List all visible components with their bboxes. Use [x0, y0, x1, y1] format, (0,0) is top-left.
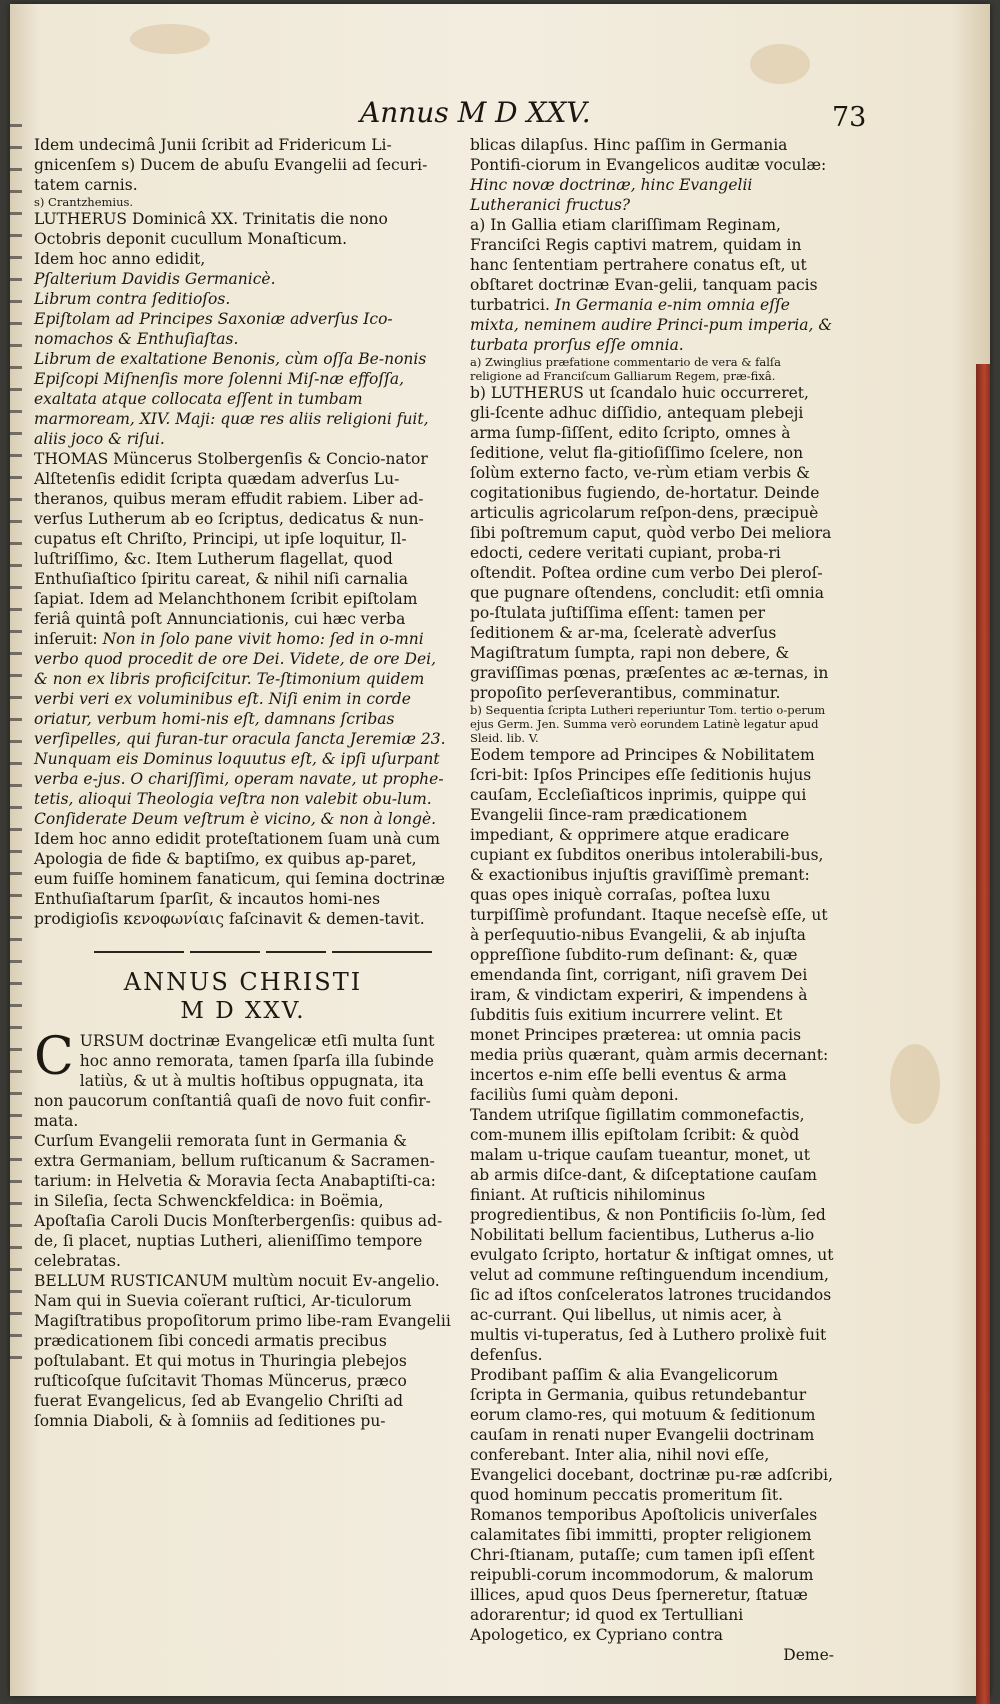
red-page-edge: [976, 364, 990, 1704]
running-head: Annus M D XXV.: [360, 96, 591, 129]
footnote: b) Sequentia ſcripta Lutheri reperiuntur Tom. tertio o-perum ejus Germ. Jen. Summa verò eorundem Latinè legatur apud Sleid. lib. V.: [470, 703, 826, 745]
paragraph: Prodibant paſſim & alia Evangelicorum ſcripta in Germania, quibus retundebantur eorum clamo-res, qui motuum & ſeditionum cauſam in renati nuper Evangelii doctrinam conferebant. Inter alia, nihil novi eſſe, Evangelici docebant, doctrinæ pu-ræ adſcribi, quod hominum peccatis promeritum ſit. Romanos temporibus Apoſtolicis univerſales calamitates ſibi immitti, propter religionem Chri-ſtianam, putaſſe; cum tamen ipſi eſſent reipubli-corum incommodorum, & malorum illices, apud quos Deus ſperneretur, ſtatuæ adorarentur; id quod ex Tertulliani Apologetico, ex Cypriano contra: [470, 1366, 834, 1644]
paragraph: Idem hoc anno edidit,: [34, 250, 206, 268]
paragraph: [34, 449, 452, 829]
left-column: [34, 135, 452, 1431]
paragraph: Idem hoc anno edidit proteſtationem ſuam unà cum Apologia de fide & baptiſmo, ex quibus ap-paret, eum fuiſſe hominem fanaticum, qui ſemina doctrinæ Enthuſiaſtarum ſparſit, & incautos homi-nes prodigioſis κενοφωνίαις faſcinavit & demen-tavit.: [34, 830, 445, 928]
paragraph: Curſum Evangelii remorata ſunt in Germania & extra Germaniam, bellum ruſticanum & Sacramen-tarium: in Helvetia & Moravia ſecta Anabaptiſti-ca: in Sileſia, ſecta Schwenckfeldica: in Boëmia, Apoſtaſia Caroli Ducis Monſterbergenſis: quibus ad-de, ſi placet, nuptias Lutheri, alieniſſimo tempore celebratas.: [34, 1132, 443, 1270]
work-list-item: Pſalterium Davidis Germanicè.: [34, 270, 276, 288]
work-list-item: Librum de exaltatione Benonis, cùm oſſa Be-nonis Epiſcopi Miſnenſis more ſolenni Miſ-næ effoſſa, exaltata atque collocata eſſent in tumbam marmoream, XIV. Maji: quæ res aliis religioni fuit, aliis joco & riſui.: [34, 350, 429, 448]
work-list-item: Epiſtolam ad Principes Saxoniæ adverſus Ico-nomachos & Enthuſiaſtas.: [34, 310, 393, 348]
quotation: Non in ſolo pane vivit homo: ſed in o-mni verbo quod procedit de ore Dei. Videte, de ore Dei, & non ex libris proficiſcitur. Te-ſtimonium quidem verbi veri ex voluminibus eſt. Niſi enim in corde oriatur, verbum homi-nis eſt, damnans ſcribas verſipelles, qui furan-tur oracula ſancta Jeremiæ 23. Nunquam eis Dominus loquutus eſt, & ipſi uſurpant verba e-jus. O chariſſimi, operam navate, ut prophe-tetis, alioqui Theologia veſtra non valebit obu-lum. Conſiderate Deum veſtrum è vicino, & non à longè.: [34, 630, 446, 828]
foxing-stain: [750, 44, 810, 84]
paragraph-text: URSUM doctrinæ Evangelicæ etſi multa ſunt hoc anno remorata, tamen ſparſa illa ſubinde latiùs, & ut à multis hoſtibus oppugnata, ita non paucorum conſtantiâ quaſi de novo fuit confir-mata.: [34, 1032, 435, 1130]
paragraph: b) LUTHERUS ut ſcandalo huic occurreret, gli-ſcente adhuc diſſidio, antequam plebeji arma ſump-ſiſſent, edito ſcripto, omnes à ſeditione, velut fla-gitioſiſſimo ſcelere, non ſolùm externo facto, ve-rùm etiam verbis & cogitationibus fugiendo, de-hortatur. Deinde articulis agricolarum reſpon-dens, præcipuè ſibi poſtremum caput, quòd verbo Dei meliora edocti, cedere veritati cupiant, proba-ri oſtendit. Poſtea ordine cum verbo Dei pleroſ-que pugnare oſtendens, concludit: etſi omnia po-ſtulata juſtiſſima eſſent: tamen per ſeditionem & ar-ma, ſceleratè adverſus Magiſtratum ſumpta, rapi non debere, & graviſſimas pœnas, præſentes ac æ-ternas, in propoſito perſeverantibus, comminatur.: [470, 384, 832, 702]
catchword: Deme-: [783, 1646, 834, 1664]
footnote: a) Zwinglius præfatione commentario de vera & falſa religione ad Franciſcum Galliarum Regem, præ-fixâ.: [470, 355, 782, 383]
paragraph-text: blicas dilapſus. Hinc paſſim in Germania Pontifi-ciorum in Evangelicos auditæ voculæ:: [470, 136, 827, 174]
quotation: Hinc novæ doctrinæ, hinc Evangelii Lutheranici fructus?: [470, 176, 753, 214]
ornamental-rule: [94, 947, 434, 957]
paragraph: [34, 1027, 452, 1131]
page-header: [0, 96, 1000, 136]
paragraph: [470, 135, 834, 215]
section-year: M D XXV.: [180, 998, 306, 1024]
paragraph-text: THOMAS Müncerus Stolbergenſis & Concio-nator Alſtetenſis edidit ſcripta quædam adverſus Lu-theranos, quibus meram effudit rabiem. Liber ad-verſus Lutherum ab eo ſcriptus, dedicatus & nun-cupatus eſt Chriſto, Principi, ut ipſe loquitur, Il-luſtriſſimo, &c. Item Lutherum flagellat, quod Enthuſiaſtico ſpiritu careat, & nihil niſi carnalia ſapiat. Idem ad Melanchthonem ſcribit epiſtolam feriâ quintâ poſt Annunciationis, cui hæc verba inſeruit:: [34, 450, 428, 648]
paragraph: [470, 215, 834, 355]
work-list-item: Librum contra ſeditioſos.: [34, 290, 231, 308]
paragraph: BELLUM RUSTICANUM multùm nocuit Ev-angelio. Nam qui in Suevia coïerant ruſtici, Ar-ticulorum Magiſtratibus propoſitorum primo libe-ram Evangelii prædicationem ſibi concedi armatis precibus poſtulabant. Et qui motus in Thuringia plebejos ruſticoſque ſuſcitavit Thomas Müncerus, præco fuerat Evangelicus, ſed ab Evangelio Chriſti ad ſomnia Diaboli, & à ſomniis ad ſeditiones pu-: [34, 1272, 451, 1430]
gutter-shadow: [10, 124, 22, 1374]
drop-cap: C: [34, 1027, 74, 1087]
footnote: s) Crantzhemius.: [34, 195, 134, 209]
page-number: 73: [832, 102, 867, 133]
foxing-stain: [130, 24, 210, 54]
section-title: ANNUS CHRISTI: [123, 968, 363, 996]
foxing-stain: [890, 1044, 940, 1124]
paragraph-text: a) In Gallia etiam clariſſimam Reginam, Franciſci Regis captivi matrem, quidam in hanc ſententiam pertrahere conatus eſt, ut obſtaret doctrinæ Evan-gelii, tanquam pacis turbatrici.: [470, 216, 818, 314]
quotation: In Germania e-nim omnia eſſe mixta, neminem audire Princi-pum imperia, & turbata prorſus eſſe omnia.: [470, 296, 833, 354]
paragraph: Tandem utriſque ſigillatim commonefactis, com-munem illis epiſtolam ſcribit: & quòd malam u-trique cauſam tueantur, monet, ut ab armis diſce-dant, & diſceptatione cauſam finiant. At ruſticis nihilominus progredientibus, & non Pontificiis ſo-lùm, ſed Nobilitati bellum facientibus, Lutherus a-lio evulgato ſcripto, hortatur & inſtigat omnes, ut velut ad commune reſtinguendum incendium, ſic ad iſtos conſceleratos latrones trucidandos ac-currant. Qui libellus, ut nimis acer, à multis vi-tuperatus, ſed à Luthero prolixè fuit defenſus.: [470, 1106, 834, 1364]
paragraph: Idem undecimâ Junii ſcribit ad Fridericum Li-gnicenſem s) Ducem de abuſu Evangelii ad ſecuri-tatem carnis.: [34, 136, 428, 194]
right-column: [470, 135, 834, 1665]
paragraph: Eodem tempore ad Principes & Nobilitatem ſcri-bit: Ipſos Principes eſſe ſeditionis hujus cauſam, Eccleſiaſticos inprimis, quippe qui Evangelii ſince-ram prædicationem impediant, & opprimere atque eradicare cupiant ex ſubditos oneribus intolerabili-bus, & exactionibus injuſtis graviſſimè premant: quas opes iniquè corraſas, poſtea luxu turpiſſimè profundant. Itaque neceſsè eſſe, ut à perſequutio-nibus Evangelii, & ab injuſta oppreſſione ſubdito-rum deſinant: &, quæ emendanda ſint, corrigant, niſi gravem Dei iram, & vindictam experiri, & impendens à ſubditis ſuis exitium incurrere velint. Et monet Principes præterea: ut omnia pacis media priùs quærant, quàm armis decernant: incertos e-nim eſſe belli eventus & arma faciliùs ſumi quàm deponi.: [470, 746, 829, 1104]
paragraph: LUTHERUS Dominicâ XX. Trinitatis die nono Octobris deponit cucullum Monaſticum.: [34, 210, 388, 248]
